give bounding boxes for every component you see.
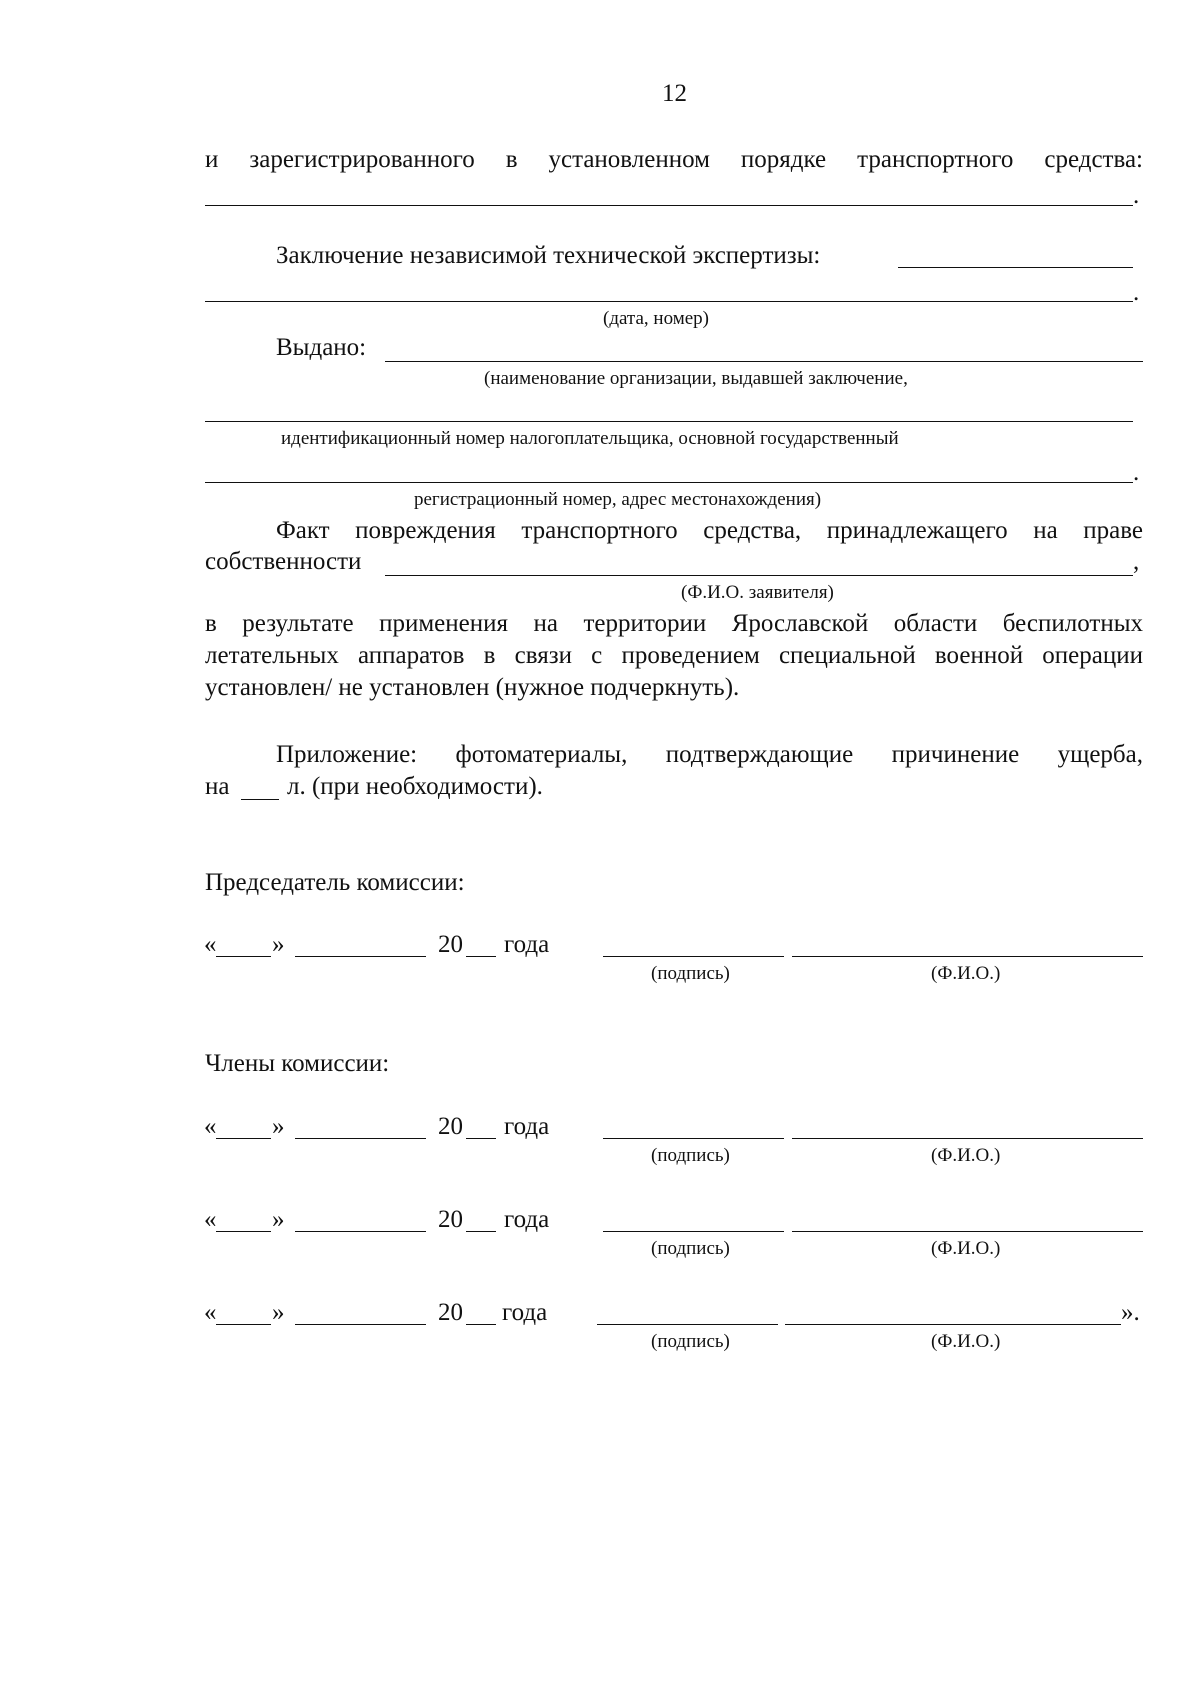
year-line[interactable]	[466, 956, 496, 957]
open-quote: «	[204, 1299, 217, 1326]
vehicle-line-end: .	[1133, 182, 1140, 209]
expertise-date-hint: (дата, номер)	[603, 308, 709, 329]
fact-ownership-label: собственности	[205, 548, 362, 575]
signature-hint: (подпись)	[651, 1331, 730, 1352]
signature-hint: (подпись)	[651, 1238, 730, 1259]
year-line[interactable]	[466, 1138, 496, 1139]
members-title: Члены комиссии:	[205, 1050, 390, 1077]
year-word: года	[502, 1299, 548, 1326]
month-line[interactable]	[295, 1138, 426, 1139]
signature-line[interactable]	[603, 1231, 784, 1232]
applicant-hint: (Ф.И.О. заявителя)	[681, 582, 834, 603]
signature-hint: (подпись)	[651, 963, 730, 984]
fio-hint: (Ф.И.О.)	[931, 1145, 1001, 1166]
issued-hint-2: идентификационный номер налогоплательщика, основной государственный	[281, 428, 899, 449]
close-quote: »	[272, 1206, 285, 1233]
fact-line-5: установлен/ не установлен (нужное подчеркнуть).	[205, 674, 740, 701]
day-line[interactable]	[216, 956, 271, 957]
open-quote: «	[204, 1206, 217, 1233]
year-line[interactable]	[466, 1231, 496, 1232]
issued-field-line-3[interactable]	[205, 482, 1133, 483]
signature-row	[0, 930, 1200, 1000]
month-line[interactable]	[295, 1231, 426, 1232]
year-prefix: 20	[438, 1113, 463, 1140]
signature-row-final	[0, 1298, 1200, 1368]
fio-hint: (Ф.И.О.)	[931, 963, 1001, 984]
expertise-label: Заключение независимой технической экспертизы:	[276, 242, 821, 269]
year-prefix: 20	[438, 1299, 463, 1326]
signature-line[interactable]	[597, 1324, 778, 1325]
close-quote: »	[272, 1299, 285, 1326]
close-quote: »	[272, 1113, 285, 1140]
chairman-title: Председатель комиссии:	[205, 869, 465, 896]
month-line[interactable]	[295, 956, 426, 957]
vehicle-registration-text: и зарегистрированного в установленном порядке транспортного средства:	[205, 146, 1143, 173]
day-line[interactable]	[216, 1324, 271, 1325]
signature-hint: (подпись)	[651, 1145, 730, 1166]
year-prefix: 20	[438, 931, 463, 958]
final-punct: ».	[1121, 1299, 1140, 1326]
issued-hint-3: регистрационный номер, адрес местонахождения)	[414, 489, 822, 510]
issued-label: Выдано:	[276, 334, 367, 361]
fio-line[interactable]	[792, 1138, 1143, 1139]
issued-field-line-2[interactable]	[205, 421, 1133, 422]
close-quote: »	[272, 931, 285, 958]
year-word: года	[504, 931, 550, 958]
page-number: 12	[662, 80, 687, 107]
expertise-line-end: .	[1133, 279, 1140, 306]
expertise-field-line-2[interactable]	[205, 301, 1133, 302]
issued-line-end: .	[1133, 459, 1140, 486]
appendix-suffix: л. (при необходимости).	[287, 773, 543, 800]
fact-line-4: летательных аппаратов в связи с проведением специальной военной операции	[205, 642, 1143, 669]
fact-line-3: в результате применения на территории Ярославской области беспилотных	[205, 610, 1143, 637]
issued-hint-1: (наименование организации, выдавшей заключение,	[484, 368, 908, 389]
year-prefix: 20	[438, 1206, 463, 1233]
applicant-name-line[interactable]	[385, 575, 1133, 576]
fio-line[interactable]	[785, 1324, 1121, 1325]
issued-field-line-1[interactable]	[385, 361, 1143, 362]
open-quote: «	[204, 931, 217, 958]
year-word: года	[504, 1113, 550, 1140]
signature-line[interactable]	[603, 1138, 784, 1139]
day-line[interactable]	[216, 1231, 271, 1232]
fact-line-1: Факт повреждения транспортного средства, принадлежащего на праве	[276, 517, 1143, 544]
fio-line[interactable]	[792, 1231, 1143, 1232]
year-word: года	[504, 1206, 550, 1233]
signature-row	[0, 1112, 1200, 1182]
fact-line-2-punct: ,	[1133, 548, 1140, 575]
day-line[interactable]	[216, 1138, 271, 1139]
signature-row	[0, 1205, 1200, 1275]
open-quote: «	[204, 1113, 217, 1140]
appendix-pages-line[interactable]	[241, 799, 279, 800]
appendix-line-1: Приложение: фотоматериалы, подтверждающие причинение ущерба,	[276, 741, 1143, 768]
month-line[interactable]	[295, 1324, 426, 1325]
year-line[interactable]	[466, 1324, 496, 1325]
fio-hint: (Ф.И.О.)	[931, 1238, 1001, 1259]
signature-line[interactable]	[603, 956, 784, 957]
expertise-field-line-1[interactable]	[898, 267, 1133, 268]
appendix-prefix: на	[205, 773, 230, 800]
vehicle-blank-line[interactable]	[205, 205, 1133, 206]
fio-hint: (Ф.И.О.)	[931, 1331, 1001, 1352]
fio-line[interactable]	[792, 956, 1143, 957]
